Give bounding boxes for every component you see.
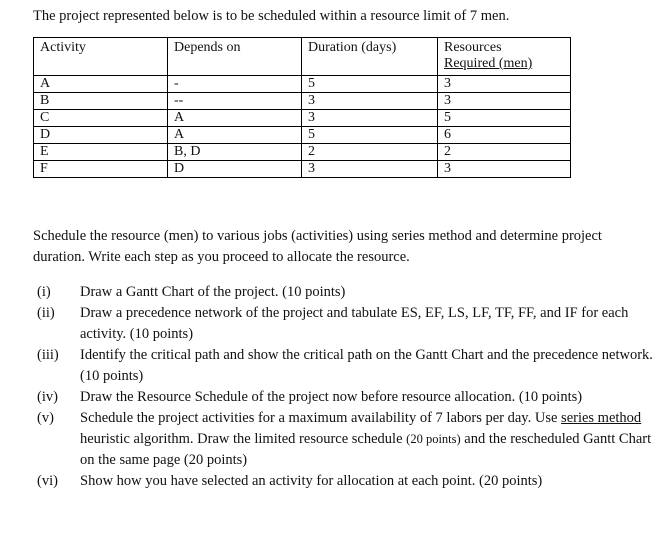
table-row xyxy=(34,161,571,178)
task-text xyxy=(80,408,663,471)
points-label: (20 points) xyxy=(406,432,461,446)
header-resources xyxy=(438,38,571,76)
list-item xyxy=(33,303,663,345)
activity-table xyxy=(33,37,571,178)
list-item xyxy=(33,282,663,303)
intro-text: The project represented below is to be scheduled within a resource limit of 7 men. xyxy=(33,8,510,24)
task-list xyxy=(33,282,663,492)
task-text-part: heuristic algorithm. Draw the limited resource schedule xyxy=(80,431,407,447)
cell-resources: 3 xyxy=(438,93,571,110)
cell-resources: 6 xyxy=(438,127,571,144)
cell-duration: 5 xyxy=(302,76,438,93)
cell-activity: B xyxy=(34,93,168,110)
cell-depends-on: A xyxy=(168,110,302,127)
cell-activity: E xyxy=(34,144,168,161)
table-row xyxy=(34,93,571,110)
cell-duration: 3 xyxy=(302,110,438,127)
table-header-row xyxy=(34,38,571,76)
table-row xyxy=(34,144,571,161)
task-text-part: and the rescheduled Gantt Chart on the same page (20 points) xyxy=(80,431,652,468)
cell-depends-on: -- xyxy=(168,93,302,110)
cell-activity: C xyxy=(34,110,168,127)
cell-depends-on: - xyxy=(168,76,302,93)
list-item xyxy=(33,387,663,408)
task-text: Draw a Gantt Chart of the project. (10 points) xyxy=(80,284,346,300)
task-number: (v) xyxy=(37,410,54,426)
cell-depends-on: A xyxy=(168,127,302,144)
cell-duration: 5 xyxy=(302,127,438,144)
cell-resources: 5 xyxy=(438,110,571,127)
list-item xyxy=(33,345,663,387)
task-number: (iii) xyxy=(37,347,59,363)
task-number: (vi) xyxy=(37,473,58,489)
task-text: Draw a precedence network of the project and tabulate ES, EF, LS, LF, TF, FF, and IF for each activity. (10 points) xyxy=(80,305,629,342)
cell-duration: 2 xyxy=(302,144,438,161)
cell-activity: D xyxy=(34,127,168,144)
cell-depends-on: B, D xyxy=(168,144,302,161)
instructions-paragraph: Schedule the resource (men) to various jobs (activities) using series method and determine project duration. Write each step as you proceed to allocate the resource. xyxy=(33,228,602,265)
cell-resources: 2 xyxy=(438,144,571,161)
header-resources-line2: Required (men) xyxy=(444,56,533,71)
cell-resources: 3 xyxy=(438,161,571,178)
task-number: (ii) xyxy=(37,305,55,321)
header-activity: Activity xyxy=(34,38,168,76)
table-row xyxy=(34,76,571,93)
cell-depends-on: D xyxy=(168,161,302,178)
cell-activity: F xyxy=(34,161,168,178)
list-item xyxy=(33,408,663,471)
cell-duration: 3 xyxy=(302,93,438,110)
list-item xyxy=(33,471,663,492)
cell-activity: A xyxy=(34,76,168,93)
table-row xyxy=(34,127,571,144)
header-depends-on: Depends on xyxy=(168,38,302,76)
task-number: (i) xyxy=(37,284,51,300)
header-duration: Duration (days) xyxy=(302,38,438,76)
cell-resources: 3 xyxy=(438,76,571,93)
cell-duration: 3 xyxy=(302,161,438,178)
table-row xyxy=(34,110,571,127)
series-method-link: series method xyxy=(561,410,642,426)
task-text: Draw the Resource Schedule of the project now before resource allocation. (10 points) xyxy=(80,389,583,405)
task-number: (iv) xyxy=(37,389,58,405)
header-resources-line1: Resources xyxy=(444,40,502,55)
task-text: Identify the critical path and show the critical path on the Gantt Chart and the precedence network. (10 points) xyxy=(80,347,653,384)
task-text-part: Schedule the project activities for a maximum availability of 7 labors per day. Use xyxy=(80,410,562,426)
task-text: Show how you have selected an activity for allocation at each point. (20 points) xyxy=(80,473,543,489)
